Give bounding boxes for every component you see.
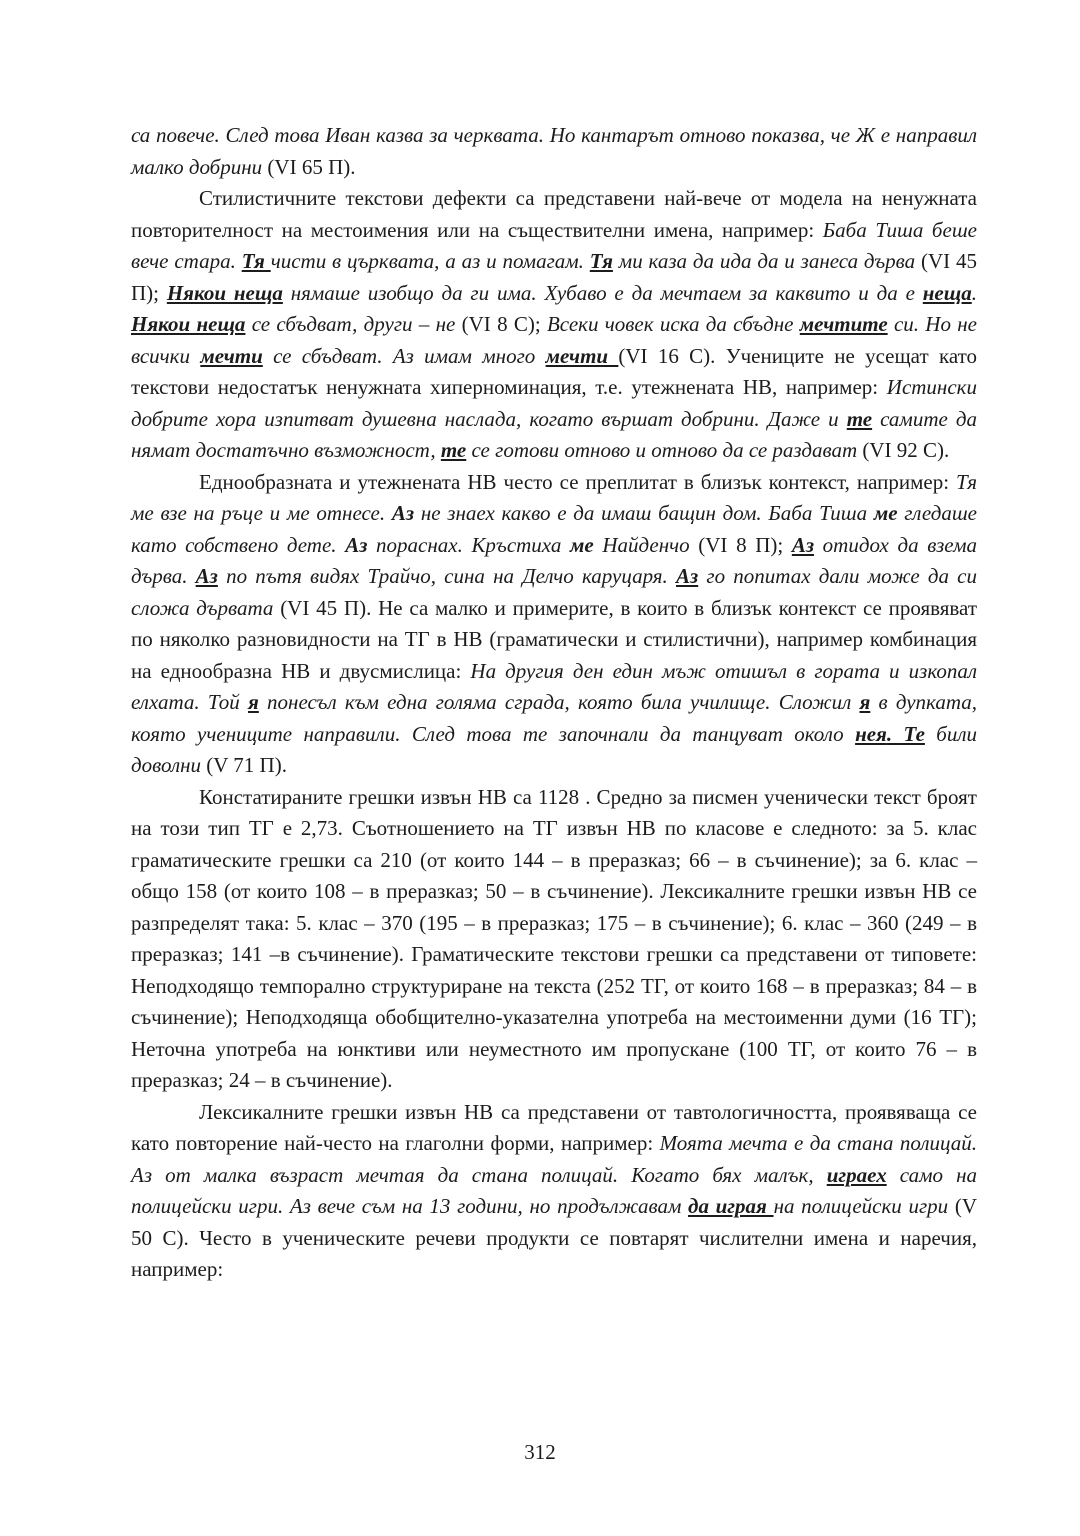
text-run: Тя ме взе на ръце и ме отнесе. xyxy=(131,469,977,525)
text-run: Баба Тиша беше вече стара. xyxy=(131,217,977,273)
emphasized-word: мечти xyxy=(545,343,619,368)
text-run: са повече. След това Иван казва за черквата. Но кантарът отново показва, че Ж е направил малко добрини xyxy=(131,123,977,179)
paragraph xyxy=(131,183,977,467)
emphasized-word: Те xyxy=(903,721,925,746)
text-run: се готови отново и отново да се раздават xyxy=(466,438,858,462)
text-run: ми каза да ида да и занеса дърва xyxy=(612,249,916,273)
text-run: гледаше като собствено дете. xyxy=(131,501,977,557)
text-run: чисти в църквата, а аз и помагам. xyxy=(270,249,590,273)
text-run: си. Но не всички xyxy=(131,312,977,368)
emphasized-word: . xyxy=(886,721,904,746)
text-run: (VI 45 П); xyxy=(131,249,977,305)
paragraph xyxy=(131,1097,977,1286)
text-run: Лексикалните грешки извън НВ са представени от тавтологичността, проявяваща се като повторение най-често на глаголни форми, например: xyxy=(131,1099,977,1155)
text-run: (VI 8 П); xyxy=(689,532,792,557)
text-run: Стилистичните текстови дефекти са представени най-вече от модела на ненужната повторителност на местоимения или на съществителни имена, например: xyxy=(131,186,977,242)
emphasized-word: те xyxy=(440,438,467,462)
paragraph xyxy=(131,782,977,1097)
emphasized-word: Някои неща xyxy=(166,280,283,305)
emphasized-word: те xyxy=(846,406,873,431)
text-run: не знаех какво е да имаш бащин дом. Баба Тиша xyxy=(414,501,874,525)
text-run: На другия ден един мъж отишъл в гората и изкопал елхата. Той xyxy=(131,658,977,714)
text-run: били доволни xyxy=(131,721,978,777)
text-run: Моята мечта е да стана полицай. Аз от малка възраст мечтая да стана полицай. Когато бях малък, xyxy=(131,1131,978,1187)
text-run: (VI 92 С). xyxy=(857,438,950,462)
emphasized-word: играех xyxy=(826,1162,887,1187)
text-run: (V 50 С). Често в ученическите речеви продукти се повтарят числителни имена и наречия, например: xyxy=(131,1194,977,1281)
text-run: се сбъдват, други – не xyxy=(245,312,456,336)
text-run: нямаше изобщо да ги има. Хубаво е да мечтаем за каквито и да е xyxy=(282,280,923,305)
emphasized-word: неща xyxy=(922,280,972,305)
emphasized-word: нея xyxy=(855,721,887,746)
text-run: Найденчо xyxy=(593,532,690,557)
emphasized-word: мечти xyxy=(200,343,263,368)
text-run: (VI 16 С). Учениците не усещат като текстови недостатък ненужната хиперноминация, т.е. утежнената НВ, например: xyxy=(131,343,978,399)
paragraph xyxy=(131,467,977,782)
text-run: само на полицейски игри. Аз вече съм на 13 години, но продължавам xyxy=(131,1162,977,1218)
text-run: пораснах. Кръстиха xyxy=(367,532,570,557)
text-run: отидох да взема дърва. xyxy=(131,532,977,588)
text-run: (VI 65 П). xyxy=(262,154,356,179)
page-number: 312 xyxy=(524,1440,556,1464)
paragraph xyxy=(131,120,977,183)
text-run: в дупката, която учениците направили. След това те започнали да танцуват около xyxy=(131,690,977,746)
text-run: (V 71 П). xyxy=(201,753,287,777)
emphasized-word: Аз xyxy=(791,532,815,557)
bold-word: ме xyxy=(873,501,898,525)
text-run: (VI 45 П). Не са малко и примерите, в които в близък контекст се проявяват по няколко разновидности на ТГ в НВ (граматически и стилистични), например комбинация на еднообразна НВ и двусмислица: xyxy=(131,595,978,683)
text-run: понесъл към една голяма сграда, която била училище. Сложил xyxy=(258,690,860,714)
emphasized-word: я xyxy=(248,690,259,714)
body-text xyxy=(131,120,977,1286)
emphasized-word: Някои неща xyxy=(131,312,246,336)
text-run: на полицейски игри xyxy=(773,1194,949,1218)
emphasized-word: Аз xyxy=(195,564,218,588)
text-run: го попитах дали може да си сложа дървата xyxy=(131,564,978,620)
emphasized-word: Тя xyxy=(589,249,613,273)
text-run: Истински добрите хора изпитват душевна наслада, когато вършат добрини. Даже и xyxy=(131,375,977,431)
emphasized-word: мечтите xyxy=(799,312,888,336)
emphasized-word: Тя xyxy=(241,249,271,273)
text-run: (VI 8 С); xyxy=(455,312,547,336)
bold-word: Аз xyxy=(345,532,368,557)
text-run: . xyxy=(971,280,977,305)
text-run: Всеки човек иска да сбъдне xyxy=(546,312,800,336)
emphasized-word: я xyxy=(859,690,871,714)
text-run: Еднообразната и утежнената НВ често се преплитат в близък контекст, например: xyxy=(199,469,957,494)
text-run: Констатираните грешки извън НВ са 1128 . Средно за писмен ученически текст броят на този тип ТГ е 2,73. Съотношението на ТГ извън НВ по класове е следното: за 5. клас граматическите грешки са 210 (от които 144 – в преразказ; 66 – в съчинение); за 6. клас – общо 158 (от които 108 – в преразказ; 50 – в съчинение). Лексикалните грешки извън НВ се разпределят така: 5. клас – 370 (195 – в преразказ; 175 – в съчинение); 6. клас – 360 (249 – в преразказ; 141 –в съчинение). Граматическите текстови грешки са представени от типовете: Неподходящо темпорално структуриране на текста (252 ТГ, от които 168 – в преразказ; 84 – в съчинение); Неподходяща обобщително-указателна употреба на местоименни думи (16 ТГ); Неточна употреба на юнктиви или неуместното им пропускане (100 ТГ, от които 76 – в преразказ; 24 – в съчинение). xyxy=(131,784,977,1092)
text-run: самите да нямат достатъчно възможност, xyxy=(131,406,977,462)
bold-word: Аз xyxy=(391,501,415,525)
text-run: се сбъдват. Аз имам много xyxy=(262,343,546,368)
text-run: по пътя видях Трайчо, сина на Делчо каруцаря. xyxy=(217,564,677,588)
emphasized-word: Аз xyxy=(676,564,699,588)
bold-word: ме xyxy=(569,532,594,557)
emphasized-word: да играя xyxy=(688,1194,774,1218)
